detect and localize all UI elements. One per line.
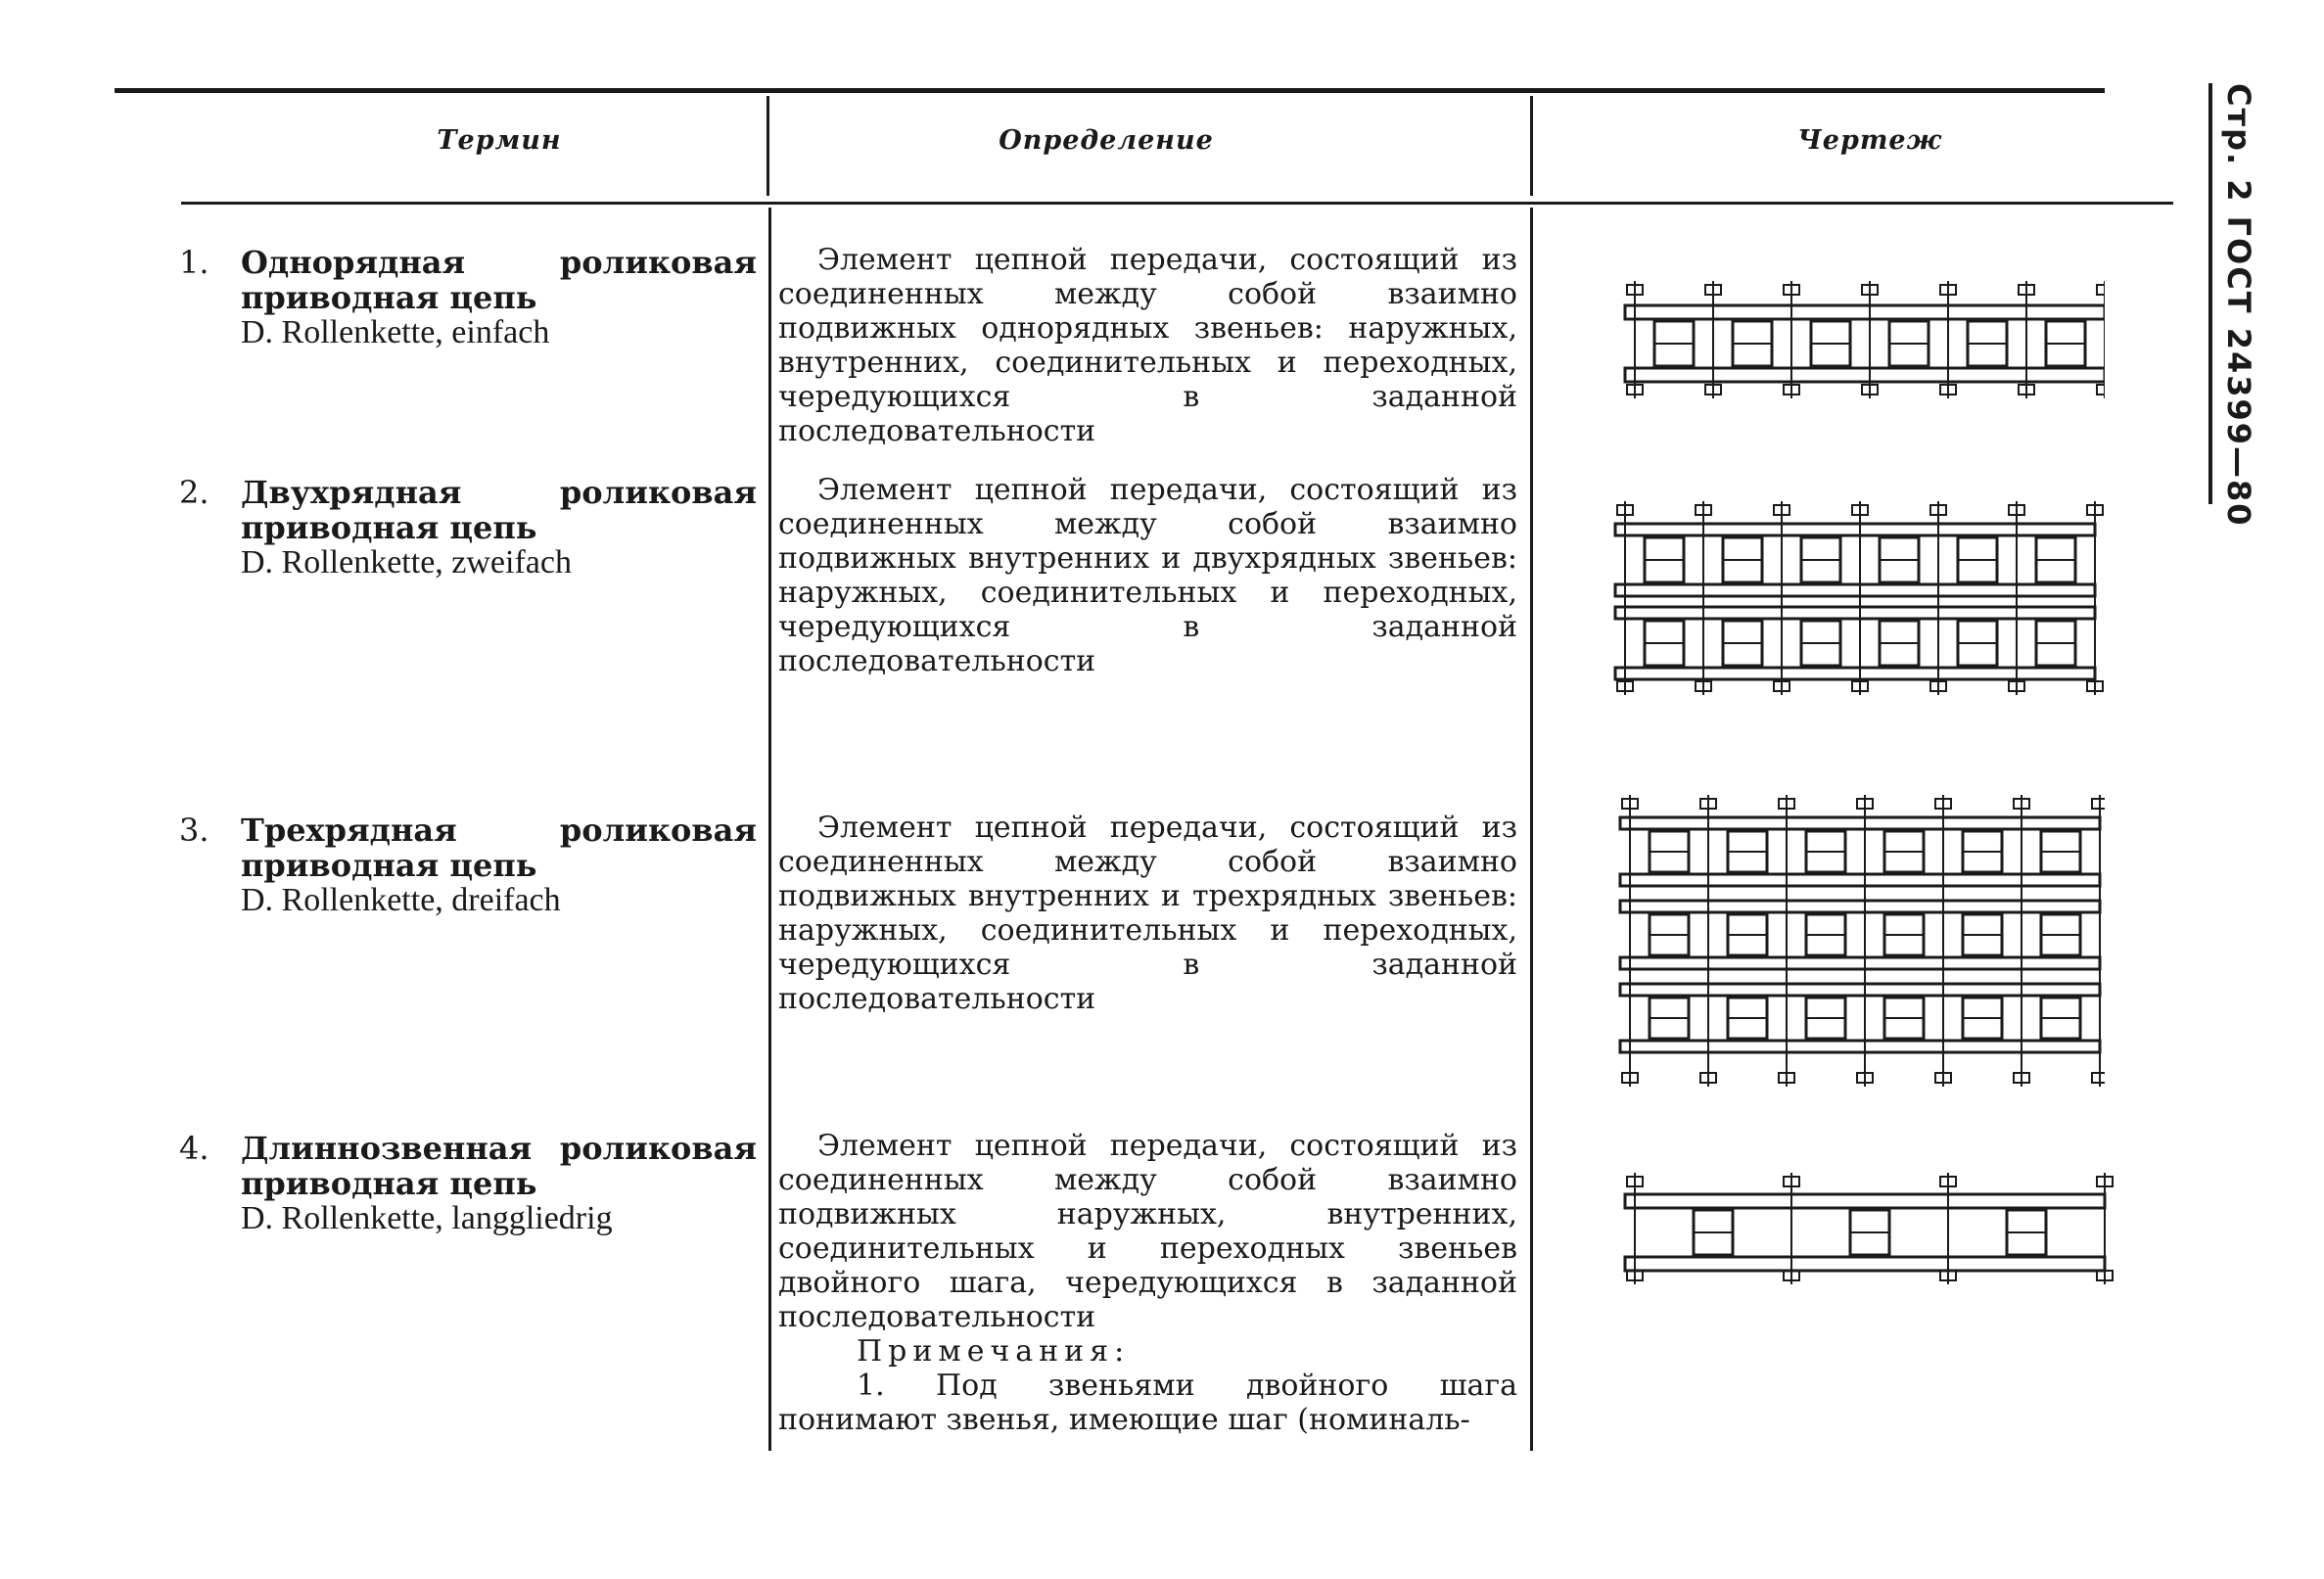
chain-plate xyxy=(1615,584,2095,596)
column-header-term: Термин xyxy=(437,125,562,156)
term-cell-4 xyxy=(179,1131,757,1236)
chain-plate xyxy=(1615,668,2095,679)
term-german: D. Rollenkette, dreifach xyxy=(241,882,561,918)
column-divider-1 xyxy=(767,96,769,196)
running-head-rule xyxy=(2208,83,2212,504)
chain-plate xyxy=(1625,1257,2105,1271)
definition-cell-1 xyxy=(778,243,1517,448)
term-number: 2. xyxy=(179,474,209,511)
single-row-chain-drawing xyxy=(1605,276,2105,403)
term-cell-3 xyxy=(179,813,757,918)
column-divider-2-body xyxy=(1530,208,1533,1451)
term-title: Длиннозвенная роликовая приводная цепь xyxy=(241,1130,757,1202)
definition-cell-4 xyxy=(778,1129,1517,1437)
chain-plate xyxy=(1620,957,2100,969)
chain-plate xyxy=(1620,984,2100,996)
chain-plate xyxy=(1625,1194,2105,1208)
chain-pin-head xyxy=(2092,1073,2105,1083)
chain-pin-head xyxy=(2092,799,2105,809)
chain-plate xyxy=(1620,901,2100,912)
term-number: 1. xyxy=(179,244,209,281)
chain-plate xyxy=(1620,817,2100,829)
term-cell-2 xyxy=(179,475,757,581)
long-link-chain-drawing xyxy=(1605,1165,2115,1292)
term-cell-1 xyxy=(179,245,757,350)
term-number: 3. xyxy=(179,812,209,849)
column-divider-1-body xyxy=(768,208,771,1451)
column-divider-2 xyxy=(1530,96,1533,196)
chain-plate xyxy=(1625,368,2105,382)
chain-pin-head xyxy=(2097,285,2105,295)
column-header-drawing: Чертеж xyxy=(1797,125,1942,156)
running-head-text: Стр. 2 ГОСТ 24399—80 xyxy=(2220,83,2257,528)
chain-plate xyxy=(1615,607,2095,619)
term-number: 4. xyxy=(179,1130,209,1167)
column-header-definition: Определение xyxy=(999,125,1214,156)
term-title: Двухрядная роликовая приводная цепь xyxy=(241,474,757,546)
definition-text: Элемент цепной передачи, состоящий из соединенных между собой взаимно подвижных однорядных звеньев: наружных, внутренних, соединительных и переходных, чередующихся в заданной последовательности xyxy=(778,243,1517,448)
term-title: Трехрядная роликовая приводная цепь xyxy=(241,812,757,884)
definition-text: Элемент цепной передачи, состоящий из соединенных между собой взаимно подвижных внутренних и трехрядных звеньев: наружных, соединительных и переходных, чередующихся в заданной последовательности xyxy=(778,811,1517,1016)
chain-plate xyxy=(1620,874,2100,886)
notes-title: Примечания: xyxy=(857,1334,1131,1369)
definition-cell-3 xyxy=(778,811,1517,1016)
running-head xyxy=(2214,83,2273,528)
chain-plate xyxy=(1620,1041,2100,1052)
triple-row-chain-drawing xyxy=(1605,793,2105,1091)
term-german: D. Rollenkette, zweifach xyxy=(241,544,572,581)
chain-plate xyxy=(1615,524,2095,535)
term-german: D. Rollenkette, einfach xyxy=(241,314,550,350)
term-german: D. Rollenkette, langgliedrig xyxy=(241,1200,613,1236)
term-title: Однорядная роликовая приводная цепь xyxy=(241,244,757,316)
chain-plate xyxy=(1625,305,2105,319)
table-header-rule xyxy=(181,202,2173,205)
definition-cell-2 xyxy=(778,473,1517,678)
definition-text: Элемент цепной передачи, состоящий из соединенных между собой взаимно подвижных наружных, внутренних, соединительных и переходных звеньев двойного шага, чередующихся в заданной последовательности xyxy=(778,1129,1517,1334)
chain-pin-head xyxy=(2097,385,2105,395)
definition-text: Элемент цепной передачи, состоящий из соединенных между собой взаимно подвижных внутренних и двухрядных звеньев: наружных, соединительных и переходных, чередующихся в заданной последовательности xyxy=(778,473,1517,678)
note-1: 1. Под звеньями двойного шага понимают звенья, имеющие шаг (номиналь- xyxy=(778,1369,1517,1437)
double-row-chain-drawing xyxy=(1605,499,2105,700)
table-top-rule xyxy=(115,88,2105,93)
